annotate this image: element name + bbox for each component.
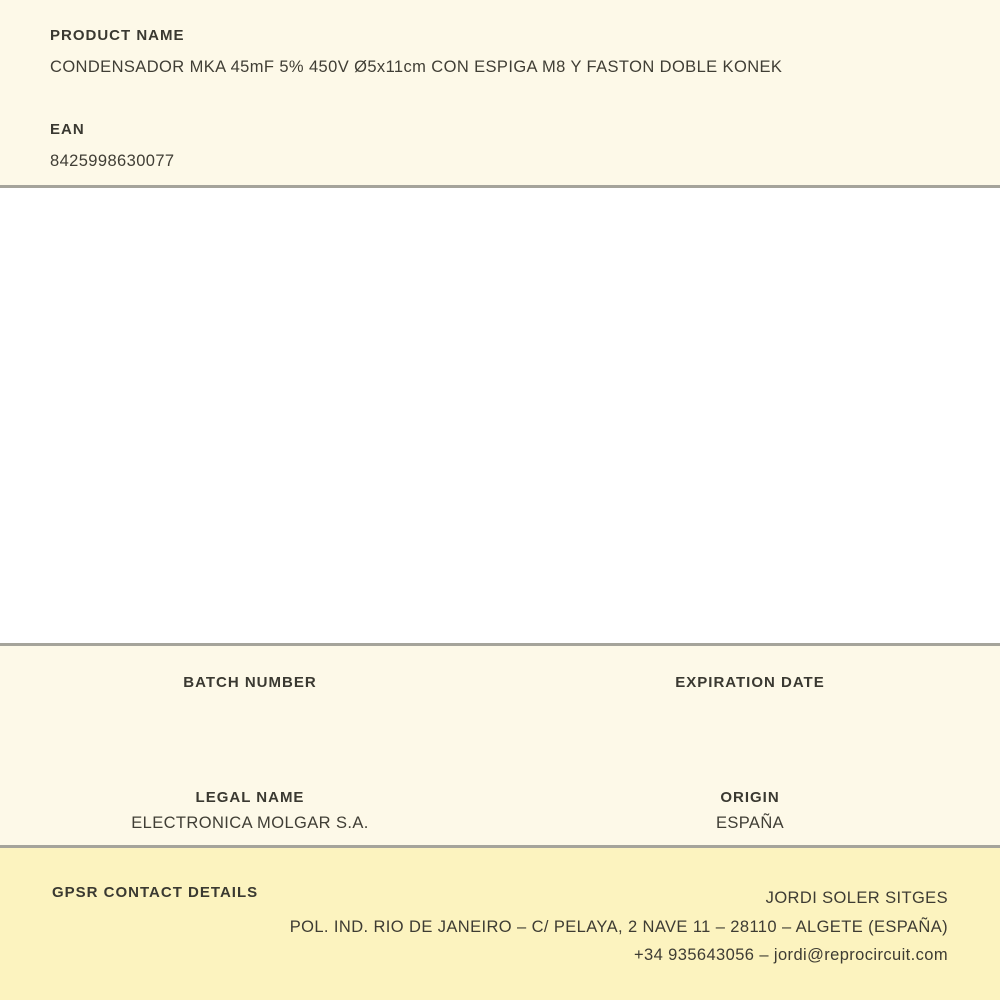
gpsr-contact-phone-email: +34 935643056 – jordi@reprocircuit.com bbox=[634, 946, 948, 964]
legal-name-label: LEGAL NAME bbox=[195, 789, 305, 806]
origin-label: ORIGIN bbox=[720, 789, 780, 806]
batch-number-label: BATCH NUMBER bbox=[183, 674, 317, 691]
product-header-section bbox=[0, 0, 1000, 188]
batch-expiration-row bbox=[0, 674, 1000, 721]
gpsr-contact-section bbox=[0, 848, 1000, 1000]
expiration-date-label: EXPIRATION DATE bbox=[675, 674, 825, 691]
product-name-value: CONDENSADOR MKA 45mF 5% 450V Ø5x11cm CON ESPIGA M8 Y FASTON DOBLE KONEK bbox=[50, 58, 783, 76]
gpsr-contact-address: POL. IND. RIO DE JANEIRO – C/ PELAYA, 2 NAVE 11 – 28110 – ALGETE (ESPAÑA) bbox=[289, 917, 948, 936]
batch-number-cell bbox=[0, 674, 500, 721]
details-section bbox=[0, 646, 1000, 848]
ean-block bbox=[50, 121, 950, 171]
ean-label: EAN bbox=[50, 121, 85, 138]
batch-number-value bbox=[20, 699, 480, 721]
expiration-date-value bbox=[520, 699, 980, 721]
product-name-label: PRODUCT NAME bbox=[50, 27, 185, 44]
details-row-spacer bbox=[0, 721, 1000, 789]
legal-name-cell bbox=[0, 789, 500, 836]
expiration-date-cell bbox=[500, 674, 1000, 721]
legal-origin-row bbox=[0, 789, 1000, 836]
origin-value: ESPAÑA bbox=[715, 814, 785, 832]
gpsr-contact-name: JORDI SOLER SITGES bbox=[765, 889, 948, 907]
legal-name-value: ELECTRONICA MOLGAR S.A. bbox=[131, 814, 369, 832]
ean-value: 8425998630077 bbox=[50, 152, 175, 170]
origin-cell bbox=[500, 789, 1000, 836]
gpsr-contact-block bbox=[258, 884, 948, 970]
product-image-placeholder bbox=[0, 188, 1000, 646]
gpsr-row bbox=[52, 884, 948, 970]
gpsr-contact-details-label: GPSR CONTACT DETAILS bbox=[52, 884, 259, 901]
